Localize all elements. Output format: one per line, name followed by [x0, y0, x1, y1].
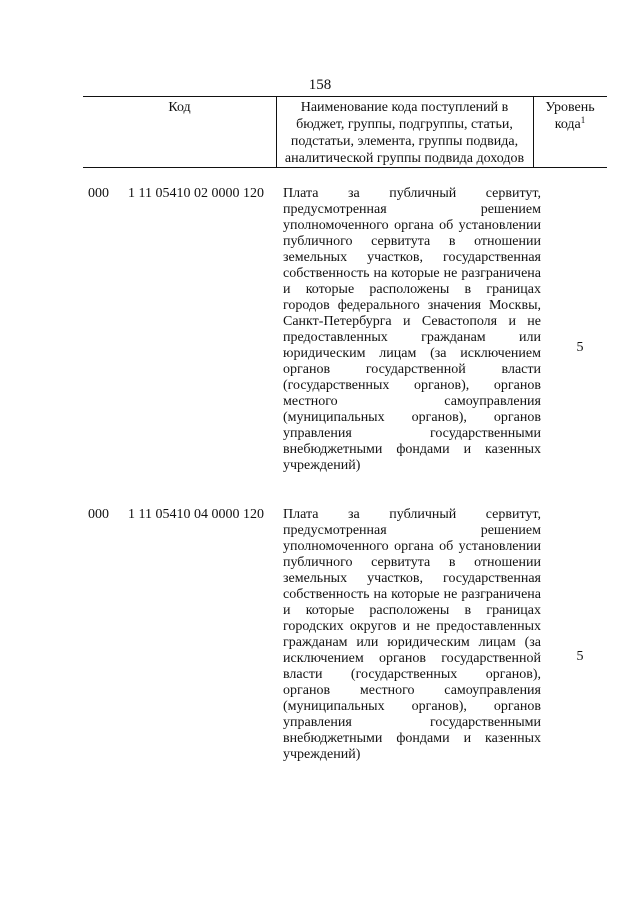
page-number: 158 [308, 77, 332, 93]
row-name: Плата за публичный сервитут, предусмотренная решением уполномоченного органа об установлении публичного сервитута в отношении земельных участков, государственная собственность на которые не разграничена и которые расположены в границах городских округов и не предоставленных гражданам или юридическим лицам (за исключением органов государственной власти (государственных органов), органов местного самоуправления (муниципальных органов), органов управления государственными внебюджетными фондами и казенных учреждений) [283, 507, 541, 762]
row-level: 5 [576, 649, 584, 664]
footnote-marker: 1 [580, 115, 586, 125]
header-level-text: кода [554, 117, 581, 132]
header-name-line: аналитической группы подвида доходов [284, 151, 525, 166]
header-level-line [533, 116, 607, 133]
header-code: Код [168, 100, 191, 115]
row-revenue-code: 1 11 05410 02 0000 120 [128, 186, 264, 201]
header-name-line: бюджет, группы, подгруппы, статьи, [296, 117, 513, 132]
header-name-line: Наименование кода поступлений в [300, 100, 509, 115]
row-revenue-code: 1 11 05410 04 0000 120 [128, 507, 264, 522]
row-level: 5 [576, 340, 584, 355]
header-level-line: Уровень [545, 100, 595, 115]
row-admin-code: 000 [88, 186, 109, 201]
header-level [533, 99, 607, 133]
row-admin-code: 000 [88, 507, 109, 522]
header-name [276, 99, 533, 167]
header-name-line: подстатьи, элемента, группы подвида, [290, 134, 519, 149]
table-header [83, 96, 607, 168]
row-name: Плата за публичный сервитут, предусмотренная решением уполномоченного органа об установлении публичного сервитута в отношении земельных участков, государственная собственность на которые не разграничена и которые расположены в границах городов федерального значения Москвы, Санкт-Петербурга и Севастополя и не предоставленных гражданам или юридическим лицам (за исключением органов государственной власти (государственных органов), органов местного самоуправления (муниципальных органов), органов управления государственными внебюджетными фондами и казенных учреждений) [283, 186, 541, 473]
